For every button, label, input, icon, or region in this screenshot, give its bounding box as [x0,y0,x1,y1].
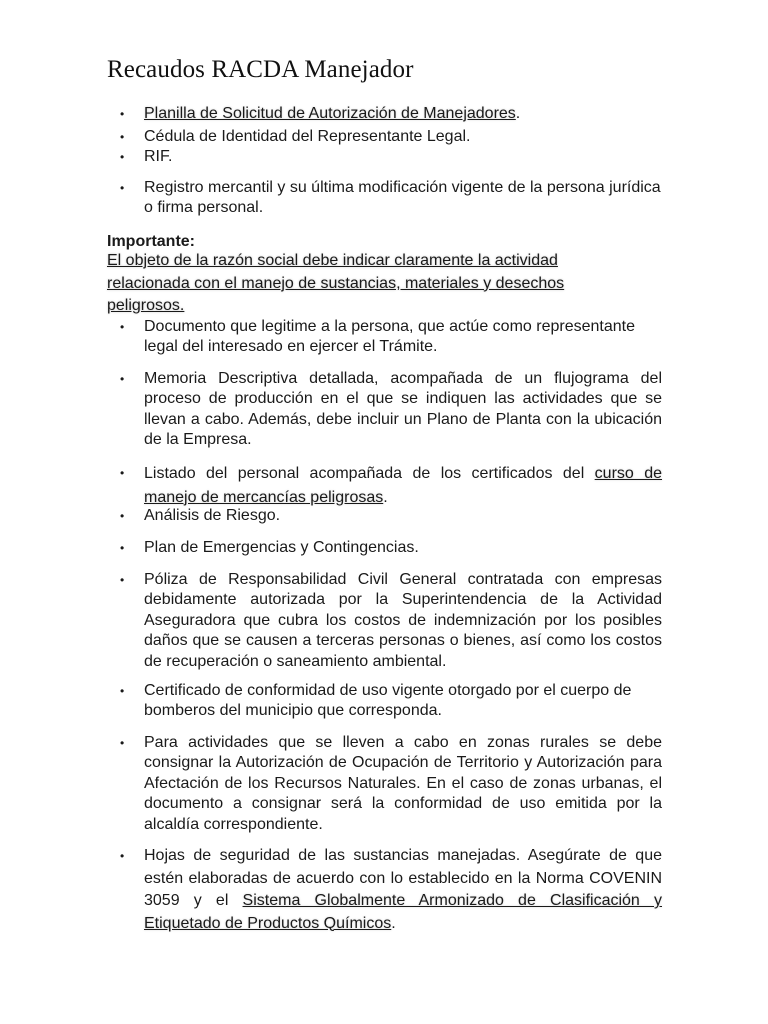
list-item-text: Documento que legitime a la persona, que actúe como representante legal del interesado en ejercer el Trámite. [144,318,635,356]
list-item-text: Para actividades que se lleven a cabo en zonas rurales se debe consignar la Autorización de Ocupación de Territorio y Autorización para Afectación de los Recursos Naturales. En el caso de zonas urbanas, el documento a consignar será la conformidad de uso emitida por la alcaldía correspondiente. [144,734,662,833]
list-item-text: Análisis de Riesgo. [144,507,281,524]
bullet: • [120,541,125,555]
list-item-text: Memoria Descriptiva detallada, acompañada de un flujograma del proceso de producción en el que se indiquen las actividades que se llevan a cabo. Además, debe incluir un Plano de Planta con la ubicación de la Empresa. [144,370,662,449]
bullet: • [120,736,125,750]
list-item [120,506,662,526]
document-title: Recaudos RACDA Manejador [107,56,414,83]
planilla-link[interactable]: Planilla de Solicitud de Autorización de Manejadores [144,105,516,122]
list-item [120,733,662,835]
important-label: Importante: [107,233,195,250]
list-item-text: Póliza de Responsabilidad Civil General contratada con empresas debidamente autorizada por la Superintendencia de la Actividad Aseguradora que cubra los costos de indemnización por los posibles daños que se causen a terceras personas o bienes, así como los costos de recuperación o saneamiento ambiental. [144,571,662,670]
bullet: • [120,150,125,164]
bullet: • [120,181,125,195]
bullet: • [120,509,125,523]
bullet: • [120,466,125,480]
bullet: • [120,107,125,121]
list-item: • Hojas de seguridad de las sustancias manejadas. Asegúrate de que estén elaboradas de acuerdo con lo establecido en la Norma COVENIN 3059 y el Sistema Globalmente Armonizado de Clasificación y Etiquetado de Productos Químicos. [120,847,662,932]
list-item-text: RIF. [144,148,173,165]
list-item [120,570,662,672]
bullet: • [120,849,125,863]
curso-mercancias-link[interactable]: curso de manejo de mercancías peligrosas [144,465,663,506]
bullet: • [120,573,125,587]
list-item-text: Certificado de conformidad de uso vigente otorgado por el cuerpo de bomberos del municipio que corresponda. [144,682,632,720]
sga-link[interactable]: Sistema Globalmente Armonizado de Clasificación y Etiquetado de Productos Químicos [144,892,662,932]
list-item-text: Registro mercantil y su última modificación vigente de la persona jurídica o firma personal. [144,179,661,217]
list-item [120,178,662,219]
list-item [120,538,662,558]
bullet: • [120,130,125,144]
important-note: El objeto de la razón social debe indicar claramente la actividad relacionada con el manejo de sustancias, materiales y desechos peligrosos. [107,252,565,314]
bullet: • [120,320,125,334]
list-item [120,317,662,358]
list-item-text: Cédula de Identidad del Representante Legal. [144,128,471,145]
list-item [120,147,662,167]
list-item-text: Plan de Emergencias y Contingencias. [144,539,419,556]
list-item [120,369,662,451]
list-item [120,681,662,722]
list-item: • Listado del personal acompañada de los certificados del curso de manejo de mercancías peligrosas. [120,462,662,509]
bullet: • [120,372,125,386]
bullet: • [120,684,125,698]
list-item: • Planilla de Solicitud de Autorización de Manejadores. [120,104,662,124]
list-item [120,127,662,147]
